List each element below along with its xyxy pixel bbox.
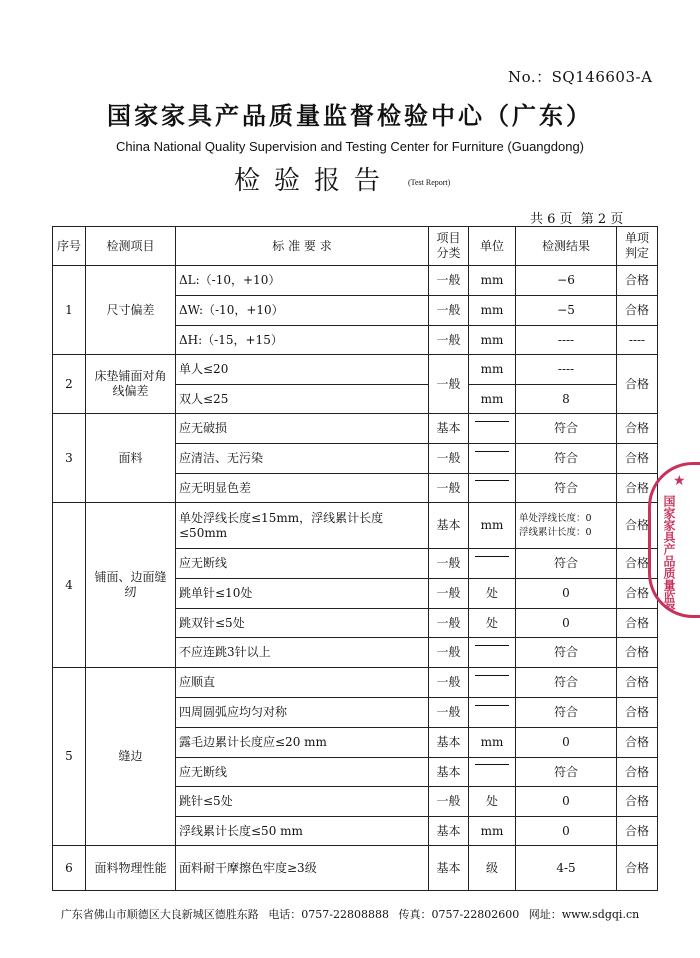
col-header-result: 检测结果 <box>516 227 617 266</box>
cell-no: 2 <box>53 355 86 414</box>
cell-judgment: 合格 <box>617 355 658 414</box>
cell-unit: 级 <box>469 846 516 891</box>
cell-judgment: 合格 <box>617 668 658 698</box>
cell-unit: 处 <box>469 609 516 638</box>
table-row <box>53 503 658 549</box>
cell-judgment: 合格 <box>617 579 658 609</box>
cell-standard: 露毛边累计长度应≤20 mm <box>176 728 429 758</box>
cell-result <box>516 503 617 549</box>
cell-judgment: 合格 <box>617 638 658 668</box>
cell-unit <box>469 414 516 444</box>
cell-unit: mm <box>469 326 516 355</box>
footer <box>0 906 700 922</box>
col-header-standard: 标 准 要 求 <box>176 227 429 266</box>
dash-mark <box>475 556 509 572</box>
cell-result: 符合 <box>516 549 617 579</box>
cell-unit <box>469 444 516 474</box>
cell-unit: mm <box>469 385 516 414</box>
cell-result: ---- <box>516 355 617 385</box>
cell-judgment: ---- <box>617 326 658 355</box>
center-name-english: China National Quality Supervision and Testing Center for Furniture (Guangdong) <box>115 139 585 154</box>
cell-standard: 应无破损 <box>176 414 429 444</box>
col-header-category: 项目分类 <box>429 227 469 266</box>
col-header-item: 检测项目 <box>86 227 176 266</box>
center-name-chinese: 国家家具产品质量监督检验中心（广东） <box>107 101 593 130</box>
col-header-no: 序号 <box>53 227 86 266</box>
cell-judgment: 合格 <box>617 609 658 638</box>
cell-category: 一般 <box>429 638 469 668</box>
cell-category: 一般 <box>429 668 469 698</box>
cell-unit: 处 <box>469 579 516 609</box>
cell-standard: ΔH:（-15，+15） <box>176 326 429 355</box>
cell-judgment: 合格 <box>617 503 658 549</box>
cell-category: 基本 <box>429 414 469 444</box>
cell-standard: 应无明显色差 <box>176 474 429 503</box>
total-pages: 共 6 页 <box>530 212 573 227</box>
cell-item: 面料物理性能 <box>86 846 176 891</box>
table-row <box>53 266 658 296</box>
cell-standard: 不应连跳3针以上 <box>176 638 429 668</box>
cell-no: 6 <box>53 846 86 891</box>
cell-standard: 四周圆弧应均匀对称 <box>176 698 429 728</box>
current-page: 第 2 页 <box>580 212 624 227</box>
cell-item: 尺寸偏差 <box>86 266 176 355</box>
cell-category: 一般 <box>429 549 469 579</box>
cell-item: 面料 <box>86 414 176 503</box>
cell-category: 基本 <box>429 728 469 758</box>
cell-judgment: 合格 <box>617 549 658 579</box>
footer-address: 广东省佛山市顺德区大良新城区德胜东路 <box>60 908 259 921</box>
report-title-english: (Test Report) <box>408 178 451 187</box>
cell-category: 基本 <box>429 503 469 549</box>
cell-category: 一般 <box>429 355 469 414</box>
cell-category: 基本 <box>429 846 469 891</box>
cell-standard: 应清洁、无污染 <box>176 444 429 474</box>
cell-result: 符合 <box>516 758 617 787</box>
cell-result: ---- <box>516 326 617 355</box>
cell-unit: mm <box>469 728 516 758</box>
cell-category: 一般 <box>429 609 469 638</box>
table-row <box>53 668 658 698</box>
cell-result: 符合 <box>516 444 617 474</box>
dash-mark <box>475 480 509 496</box>
cell-standard: 应无断线 <box>176 758 429 787</box>
cell-result: 符合 <box>516 668 617 698</box>
dash-mark <box>475 645 509 661</box>
cell-result: 0 <box>516 609 617 638</box>
cell-unit: mm <box>469 503 516 549</box>
dash-mark <box>475 764 509 780</box>
report-title: 检验报告 <box>234 166 395 196</box>
table-row <box>53 846 658 891</box>
cell-category: 一般 <box>429 326 469 355</box>
dash-mark <box>475 421 509 437</box>
cell-standard: 单处浮线长度≤15mm，浮线累计长度≤50mm <box>176 503 429 549</box>
footer-fax: 传真：0757-22802600 <box>398 908 520 921</box>
cell-result: 符合 <box>516 638 617 668</box>
cell-unit <box>469 638 516 668</box>
cell-judgment: 合格 <box>617 266 658 296</box>
cell-result: 0 <box>516 787 617 817</box>
dash-mark <box>475 705 509 721</box>
cell-judgment: 合格 <box>617 817 658 846</box>
cell-unit: 处 <box>469 787 516 817</box>
col-header-judgment: 单项判定 <box>617 227 658 266</box>
cell-unit <box>469 758 516 787</box>
cell-unit <box>469 474 516 503</box>
cell-result: 符合 <box>516 414 617 444</box>
cell-no: 1 <box>53 266 86 355</box>
cell-result: 符合 <box>516 698 617 728</box>
cell-no: 5 <box>53 668 86 846</box>
cell-category: 一般 <box>429 266 469 296</box>
cell-unit: mm <box>469 817 516 846</box>
seal-text: 国家家具产品质量监督 <box>662 495 676 615</box>
cell-standard: 跳双针≤5处 <box>176 609 429 638</box>
cell-standard: 浮线累计长度≤50 mm <box>176 817 429 846</box>
cell-result: 4-5 <box>516 846 617 891</box>
cell-judgment: 合格 <box>617 474 658 503</box>
seal-star-icon: ★ <box>673 473 686 489</box>
cell-standard: 跳单针≤10处 <box>176 579 429 609</box>
dash-mark <box>475 675 509 691</box>
cell-category: 一般 <box>429 474 469 503</box>
cell-unit <box>469 668 516 698</box>
cell-unit <box>469 698 516 728</box>
cell-standard: ΔL:（-10，+10） <box>176 266 429 296</box>
document-number: No.：SQ146603-A <box>508 68 653 86</box>
cell-standard: 跳针≤5处 <box>176 787 429 817</box>
cell-standard: 面料耐干摩擦色牢度≥3级 <box>176 846 429 891</box>
cell-unit: mm <box>469 355 516 385</box>
cell-result: 0 <box>516 728 617 758</box>
cell-judgment: 合格 <box>617 444 658 474</box>
cell-category: 一般 <box>429 444 469 474</box>
cell-result: 0 <box>516 817 617 846</box>
cell-result: 0 <box>516 579 617 609</box>
table-row <box>53 414 658 444</box>
cell-category: 一般 <box>429 698 469 728</box>
cell-judgment: 合格 <box>617 728 658 758</box>
result-line: 单处浮线长度：0 <box>519 512 592 524</box>
dash-mark <box>475 451 509 467</box>
cell-category: 一般 <box>429 579 469 609</box>
footer-phone: 电话：0757-22808888 <box>268 908 390 921</box>
cell-standard: 应顺直 <box>176 668 429 698</box>
cell-judgment: 合格 <box>617 698 658 728</box>
cell-judgment: 合格 <box>617 296 658 326</box>
cell-category: 一般 <box>429 787 469 817</box>
table-row <box>53 355 658 385</box>
cell-category: 基本 <box>429 817 469 846</box>
cell-judgment: 合格 <box>617 758 658 787</box>
cell-result: −5 <box>516 296 617 326</box>
cell-judgment: 合格 <box>617 846 658 891</box>
test-results-table <box>52 226 658 891</box>
cell-standard: 单人≤20 <box>176 355 429 385</box>
cell-result: 8 <box>516 385 617 414</box>
cell-result: −6 <box>516 266 617 296</box>
cell-standard: 应无断线 <box>176 549 429 579</box>
cell-category: 一般 <box>429 296 469 326</box>
cell-no: 4 <box>53 503 86 668</box>
footer-website: 网址：www.sdgqi.cn <box>528 908 640 921</box>
cell-no: 3 <box>53 414 86 503</box>
cell-item: 缝边 <box>86 668 176 846</box>
cell-result: 符合 <box>516 474 617 503</box>
col-header-unit: 单位 <box>469 227 516 266</box>
cell-unit: mm <box>469 296 516 326</box>
cell-judgment: 合格 <box>617 787 658 817</box>
cell-judgment: 合格 <box>617 414 658 444</box>
page-info <box>526 208 623 227</box>
cell-item: 铺面、边面缝纫 <box>86 503 176 668</box>
cell-category: 基本 <box>429 758 469 787</box>
inspection-seal <box>648 462 700 618</box>
cell-unit <box>469 549 516 579</box>
cell-standard: ΔW:（-10，+10） <box>176 296 429 326</box>
result-line: 浮线累计长度：0 <box>519 526 592 538</box>
cell-standard: 双人≤25 <box>176 385 429 414</box>
cell-unit: mm <box>469 266 516 296</box>
cell-item: 床垫铺面对角线偏差 <box>86 355 176 414</box>
table-header-row <box>53 227 658 266</box>
